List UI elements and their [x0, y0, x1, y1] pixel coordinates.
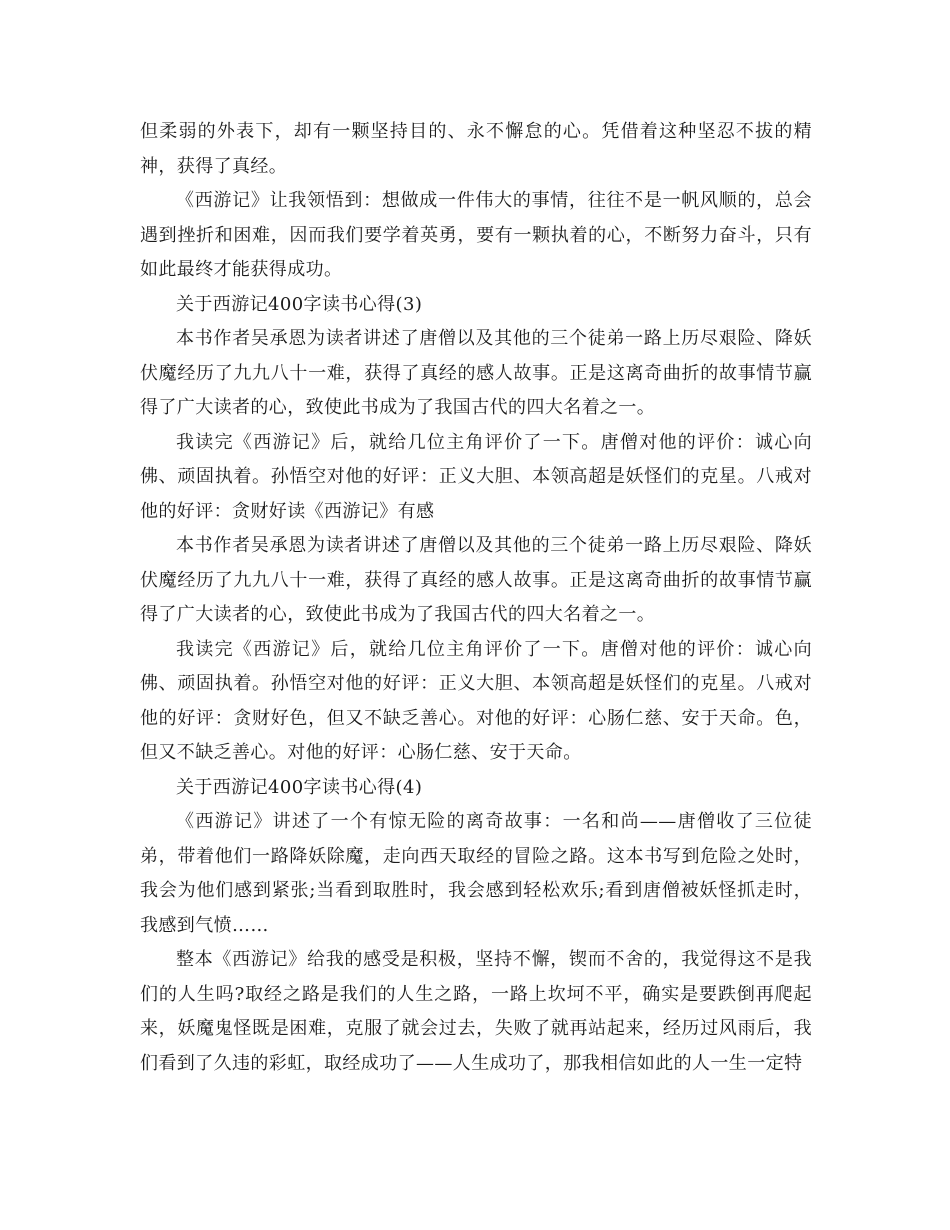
paragraph-lesson: 《西游记》让我领悟到：想做成一件伟大的事情，往往不是一帆风顺的，总会遇到挫折和困难，因而我们要学着英勇，要有一颗执着的心，不断努力奋斗，只有如此最终才能获得成功。 [140, 190, 812, 280]
section-heading-4: 关于西游记400字读书心得(4) [176, 776, 423, 798]
paragraph-character-review: 我读完《西游记》后，就给几位主角评价了一下。唐僧对他的评价：诚心向佛、顽固执着。孙悟空对他的好评：正义大胆、本领高超是妖怪们的克星。八戒对他的好评：贪财好读《西游记》有感 [140, 431, 812, 522]
document-page [140, 115, 812, 1081]
paragraph-continuation: 但柔弱的外表下，却有一颗坚持目的、永不懈怠的心。凭借着这种坚忍不拔的精神，获得了真经。 [140, 121, 812, 177]
paragraph-character-review-full: 我读完《西游记》后，就给几位主角评价了一下。唐僧对他的评价：诚心向佛、顽固执着。孙悟空对他的好评：正义大胆、本领高超是妖怪们的克星。八戒对他的好评：贪财好色，但又不缺乏善心。对他的好评：心肠仁慈、安于天命。色，但又不缺乏善心。对他的好评：心肠仁慈、安于天命。 [140, 638, 812, 763]
paragraph-author-intro-repeat: 本书作者吴承恩为读者讲述了唐僧以及其他的三个徒弟一路上历尽艰险、降妖伏魔经历了九九八十一难，获得了真经的感人故事。正是这离奇曲折的故事情节赢得了广大读者的心，致使此书成为了我国古代的四大名着之一。 [140, 535, 812, 625]
paragraph-reflection: 整本《西游记》给我的感受是积极，坚持不懈，锲而不舍的，我觉得这不是我们的人生吗?取经之路是我们的人生之路，一路上坎坷不平，确实是要跌倒再爬起来，妖魔鬼怪既是困难，克服了就会过去，失败了就再站起来，经历过风雨后，我们看到了久违的彩虹，取经成功了——人生成功了，那我相信如此的人一生一定特 [140, 949, 812, 1074]
section-heading-3: 关于西游记400字读书心得(3) [176, 293, 423, 315]
paragraph-story-summary: 《西游记》讲述了一个有惊无险的离奇故事：一名和尚——唐僧收了三位徒弟，带着他们一路降妖除魔，走向西天取经的冒险之路。这本书写到危险之处时，我会为他们感到紧张;当看到取胜时，我会感到轻松欢乐;看到唐僧被妖怪抓走时，我感到气愤…… [140, 811, 812, 936]
paragraph-author-intro: 本书作者吴承恩为读者讲述了唐僧以及其他的三个徒弟一路上历尽艰险、降妖伏魔经历了九九八十一难，获得了真经的感人故事。正是这离奇曲折的故事情节赢得了广大读者的心，致使此书成为了我国古代的四大名着之一。 [140, 328, 812, 418]
